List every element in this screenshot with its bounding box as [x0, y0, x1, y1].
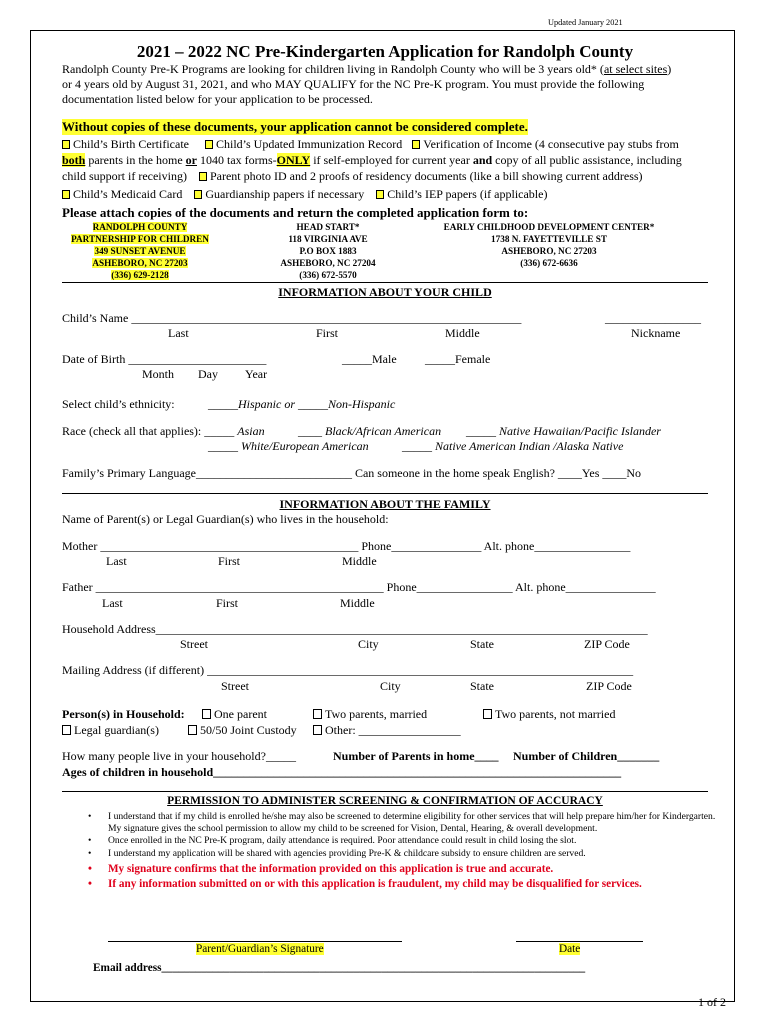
ethnicity-options[interactable]: _____Hispanic or _____Non-Hispanic: [208, 397, 396, 411]
signature-label: Parent/Guardian’s Signature: [196, 943, 324, 955]
attach-heading: Please attach copies of the documents and return the completed application form to:: [62, 205, 529, 220]
number-of-parents-field[interactable]: Number of Parents in home____: [333, 749, 499, 763]
number-of-children-field[interactable]: Number of Children_______: [513, 749, 660, 763]
label-last: Last: [106, 554, 127, 568]
race-hawaiian-option[interactable]: _____ Native Hawaiian/Pacific Islander: [466, 424, 661, 438]
checkbox[interactable]: [62, 725, 71, 735]
guardianship-checkbox[interactable]: [194, 190, 202, 199]
ethnicity-label: Select child’s ethnicity:: [62, 397, 175, 411]
label-street: Street: [221, 679, 249, 693]
intro-line-2: or 4 years old by August 31, 2021, and who MAY QUALIFY for the NC Pre-K program. You must provide the following: [62, 77, 645, 91]
race-white-option[interactable]: _____ White/European American: [208, 439, 369, 453]
checkbox[interactable]: [483, 709, 492, 719]
race-black-option[interactable]: ____ Black/African American: [298, 424, 442, 438]
checkbox[interactable]: [188, 725, 197, 735]
father-row[interactable]: Father ________________________________________________ Phone________________ Alt. phone_______________: [62, 580, 656, 594]
birth-cert-checkbox[interactable]: [62, 140, 70, 149]
family-section-heading: INFORMATION ABOUT THE FAMILY: [279, 497, 491, 511]
label-year: Year: [245, 367, 268, 381]
race-row-1[interactable]: Race (check all that applies): _____ Asian: [62, 424, 265, 438]
permission-list: [88, 811, 718, 892]
primary-language-row[interactable]: Family’s Primary Language__________________________ Can someone in the home speak English? ____Yes ____No: [62, 466, 642, 480]
checkbox[interactable]: [313, 725, 322, 735]
label-state: State: [470, 679, 494, 693]
household-size-field[interactable]: How many people live in your household?_____: [62, 749, 296, 763]
label-day: Day: [198, 367, 218, 381]
label-last: Last: [168, 326, 189, 340]
iep-checkbox[interactable]: [376, 190, 384, 199]
documents-warning: Without copies of these documents, your application cannot be considered complete.: [62, 119, 528, 134]
page-number: 1 of 2: [698, 995, 726, 1009]
race-native-option[interactable]: _____ Native American Indian /Alaska Native: [402, 439, 624, 453]
label-city: City: [358, 637, 379, 651]
page-title: 2021 – 2022 NC Pre-Kindergarten Application for Randolph County: [136, 42, 634, 61]
signature-line[interactable]: [108, 941, 402, 942]
female-option[interactable]: _____Female: [425, 352, 491, 366]
checkbox[interactable]: [202, 709, 211, 719]
date-line[interactable]: [516, 941, 643, 942]
income-checkbox[interactable]: [412, 140, 420, 149]
child-section-heading: INFORMATION ABOUT YOUR CHILD: [278, 285, 492, 299]
doc-row-3: child support if receiving) Parent photo ID and 2 proofs of residency documents (like a bill showing current address): [62, 169, 643, 183]
other-option[interactable]: Other: _________________: [313, 723, 461, 738]
label-first: First: [316, 326, 339, 340]
label-nickname: Nickname: [631, 326, 681, 340]
permission-item: • I understand that if my child is enrolled he/she may also be screened to determine eligibility for other services that will help prepare him/her for Kindergarten. My signature gives the school permission to allow my child to be screened for Vision, Dental, Hearing, & overall development.: [88, 811, 716, 835]
label-first: First: [218, 554, 241, 568]
child-name-field[interactable]: Child’s Name _________________________________________________________________: [62, 311, 522, 325]
email-address-field[interactable]: Email address___________________________________________________________________________: [93, 962, 586, 974]
label-zip: ZIP Code: [586, 679, 632, 693]
ages-of-children-field[interactable]: Ages of children in household____________________________________________________________________: [62, 765, 622, 779]
one-parent-option[interactable]: One parent: [202, 707, 267, 722]
label-street: Street: [180, 637, 208, 651]
address-partnership: RANDOLPH COUNTY PARTNERSHIP FOR CHILDREN 349 SUNSET AVENUE ASHEBORO, NC 27203 (336) 629-2128: [71, 222, 209, 280]
divider: [62, 493, 708, 494]
label-middle: Middle: [445, 326, 480, 340]
address-head-start: HEAD START* 118 VIRGINIA AVE P.O BOX 1883 ASHEBORO, NC 27204 (336) 672-5570: [280, 222, 376, 280]
nickname-field[interactable]: ________________: [605, 311, 701, 325]
address-ecdc: EARLY CHILDHOOD DEVELOPMENT CENTER* 1738 N. FAYETTEVILLE ST ASHEBORO, NC 27203 (336) 672-6636: [443, 222, 655, 268]
two-parents-not-married-option[interactable]: Two parents, not married: [483, 707, 615, 722]
medicaid-checkbox[interactable]: [62, 190, 70, 199]
male-option[interactable]: _____Male: [342, 352, 397, 366]
doc-row-1: Child’s Birth Certificate Child’s Updated Immunization Record Verification of Income (4 consecutive pay stubs from: [62, 137, 679, 152]
permission-fraud-item: • If any information submitted on or with this application is fraudulent, my child may be disqualified for services.: [88, 877, 642, 890]
intro-line-3: documentation listed below for your application to be processed.: [62, 92, 373, 106]
persons-in-household-label: Person(s) in Household:: [62, 707, 185, 721]
household-address-field[interactable]: Household Address__________________________________________________________________________________: [62, 622, 648, 636]
date-of-birth-field[interactable]: Date of Birth _______________________: [62, 352, 267, 366]
mailing-address-field[interactable]: Mailing Address (if different) _______________________________________________________________________: [62, 663, 634, 677]
permission-section-heading: PERMISSION TO ADMINISTER SCREENING & CONFIRMATION OF ACCURACY: [167, 795, 603, 807]
immunization-checkbox[interactable]: [205, 140, 213, 149]
mother-row[interactable]: Mother ___________________________________________ Phone_______________ Alt. phone________________: [62, 539, 631, 553]
intro-line-1: Randolph County Pre-K Programs are looking for children living in Randolph County who will be 3 years old* (at select sites): [62, 62, 672, 76]
permission-confirm-item: • My signature confirms that the information provided on this application is true and accurate.: [88, 862, 554, 875]
label-last: Last: [102, 596, 123, 610]
label-first: First: [216, 596, 239, 610]
label-city: City: [380, 679, 401, 693]
doc-row-2: both parents in the home or 1040 tax forms-ONLY if self-employed for current year and copy of all public assistance, including: [62, 153, 682, 167]
two-parents-married-option[interactable]: Two parents, married: [313, 707, 427, 722]
permission-item: • I understand my application will be shared with agencies providing Pre-K & childcare subsidy to ensure children are served.: [88, 847, 586, 859]
checkbox[interactable]: [313, 709, 322, 719]
label-middle: Middle: [340, 596, 375, 610]
doc-row-4: Child’s Medicaid Card Guardianship papers if necessary Child’s IEP papers (if applicable): [62, 187, 547, 202]
label-zip: ZIP Code: [584, 637, 630, 651]
photo-id-checkbox[interactable]: [199, 172, 207, 181]
parents-label: Name of Parent(s) or Legal Guardian(s) who lives in the household:: [62, 512, 389, 526]
updated-date: Updated January 2021: [548, 18, 623, 27]
legal-guardian-option[interactable]: Legal guardian(s): [62, 723, 159, 738]
divider: [62, 791, 708, 792]
date-label: Date: [559, 943, 581, 955]
label-month: Month: [142, 367, 175, 381]
label-state: State: [470, 637, 494, 651]
permission-item: • Once enrolled in the NC Pre-K program, daily attendance is required. Poor attendance could result in child losing the slot.: [88, 835, 577, 847]
divider: [62, 282, 708, 283]
label-middle: Middle: [342, 554, 377, 568]
joint-custody-option[interactable]: 50/50 Joint Custody: [188, 723, 297, 738]
